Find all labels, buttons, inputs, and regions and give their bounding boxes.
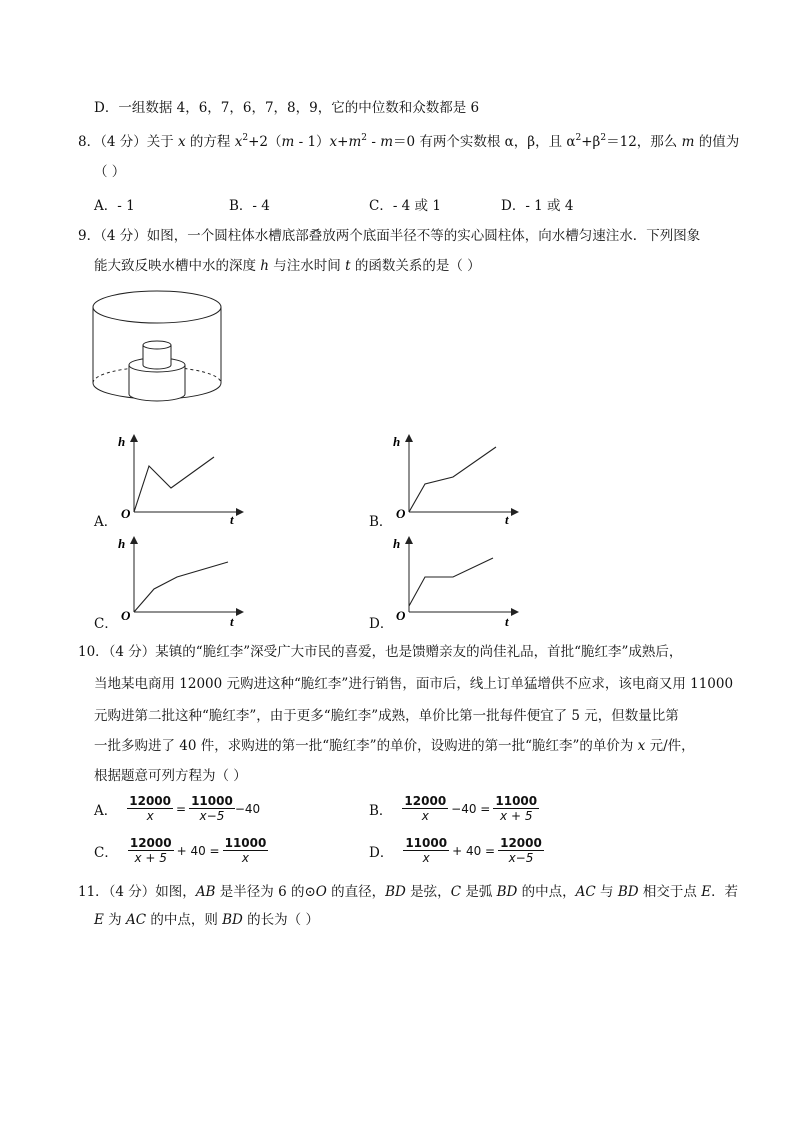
q10-stem-line5: 根据题意可列方程为（ ）	[94, 768, 247, 784]
fraction: $\frac{11000}{x}$	[224, 836, 267, 865]
fraction: $\frac{11000}{x}$	[405, 836, 448, 865]
graph-c-label: C．	[94, 616, 118, 632]
graph-b-label: B．	[369, 514, 393, 530]
q8-stem: 8．（4 分）关于 x 的方程 $x^2+2(m - 1)x+m^2 - m=0$ 有两个实数根 α，β，且 $\alpha^2+\beta^2=12$，那么 m 的值为	[78, 133, 740, 150]
graph-b-y-label: h	[393, 434, 401, 449]
graph-d	[387, 534, 522, 630]
graph-a-label: A．	[94, 514, 118, 530]
fraction: $\frac{11000}{x + 5}$	[495, 794, 538, 823]
fraction: $\frac{11000}{x-5}$	[191, 794, 233, 823]
tank-figure	[88, 286, 226, 406]
graph-a-x-label: t	[230, 512, 234, 526]
graph-a	[112, 430, 247, 526]
q8-option-d: D．- 1 或 4	[501, 198, 574, 214]
q10-option-a: A． $\frac{12000}{x}$ = $\frac{11000}{x-5}$ −40	[94, 794, 261, 823]
graph-d-x-label: t	[505, 614, 509, 629]
q10-option-d: D． $\frac{11000}{x}$ + 40 = $\frac{12000}{x-5}$	[369, 836, 542, 865]
graph-d-origin: O	[396, 608, 406, 623]
graph-b-x-label: t	[505, 512, 509, 526]
graph-c-y-label: h	[118, 536, 126, 551]
fraction: $\frac{12000}{x-5}$	[500, 836, 542, 865]
q10-option-c: C． $\frac{12000}{x + 5}$ + 40 = $\frac{11000}{x}$	[94, 836, 267, 865]
q8-option-a: A．- 1	[94, 198, 135, 214]
fraction: $\frac{12000}{x}$	[129, 794, 171, 823]
graph-a-y-label: h	[118, 434, 126, 449]
q11-stem-line1: 11．（4 分）如图，AB 是半径为 6 的⊙O 的直径，BD 是弦，C 是弧 BD 的中点，AC 与 BD 相交于点 E．若	[78, 884, 739, 900]
q8-option-c: C．- 4 或 1	[369, 198, 441, 214]
fraction: $\frac{12000}{x + 5}$	[129, 836, 172, 865]
fraction: $\frac{12000}{x}$	[404, 794, 447, 823]
q9-stem-line2: 能大致反映水槽中水的深度 h 与注水时间 t 的函数关系的是（ ）	[94, 258, 481, 274]
q10-stem-line2: 当地某电商用 12000 元购进这种“脆红李”进行销售，面市后，线上订单猛增供不应求，该电商又用 11000	[94, 676, 734, 692]
graph-a-origin: O	[121, 506, 131, 521]
q8-option-b: B．- 4	[229, 198, 270, 214]
graph-b-origin: O	[396, 506, 406, 521]
graph-b	[387, 430, 522, 526]
q8-answer-paren: （ ）	[94, 164, 126, 180]
graph-c-origin: O	[121, 608, 131, 623]
graph-c-x-label: t	[230, 614, 234, 629]
q7-option-d: D．一组数据 4，6，7，6，7，8，9，它的中位数和众数都是 6	[94, 100, 480, 116]
graph-d-label: D．	[369, 616, 394, 632]
q10-option-b: B． $\frac{12000}{x}$ −40 = $\frac{11000}{x + 5}$	[369, 794, 538, 823]
q10-stem-line4: 一批多购进了 40 件，求购进的第一批“脆红李”的单价，设购进的第一批“脆红李”的单价为 x 元/件，	[94, 738, 695, 754]
q11-stem-line2: E 为 AC 的中点，则 BD 的长为（ ）	[94, 912, 319, 928]
graph-c	[112, 534, 247, 630]
q9-stem-line1: 9．（4 分）如图，一个圆柱体水槽底部叠放两个底面半径不等的实心圆柱体，向水槽匀速注水．下列图象	[78, 228, 701, 244]
q10-stem-line3: 元购进第二批这种“脆红李”，由于更多“脆红李”成熟，单价比第一批每件便宜了 5 元，但数量比第	[94, 708, 679, 724]
graph-d-y-label: h	[393, 536, 401, 551]
q10-stem-line1: 10．（4 分）某镇的“脆红李”深受广大市民的喜爱，也是馈赠亲友的尚佳礼品，首批“脆红李”成熟后，	[78, 644, 683, 660]
